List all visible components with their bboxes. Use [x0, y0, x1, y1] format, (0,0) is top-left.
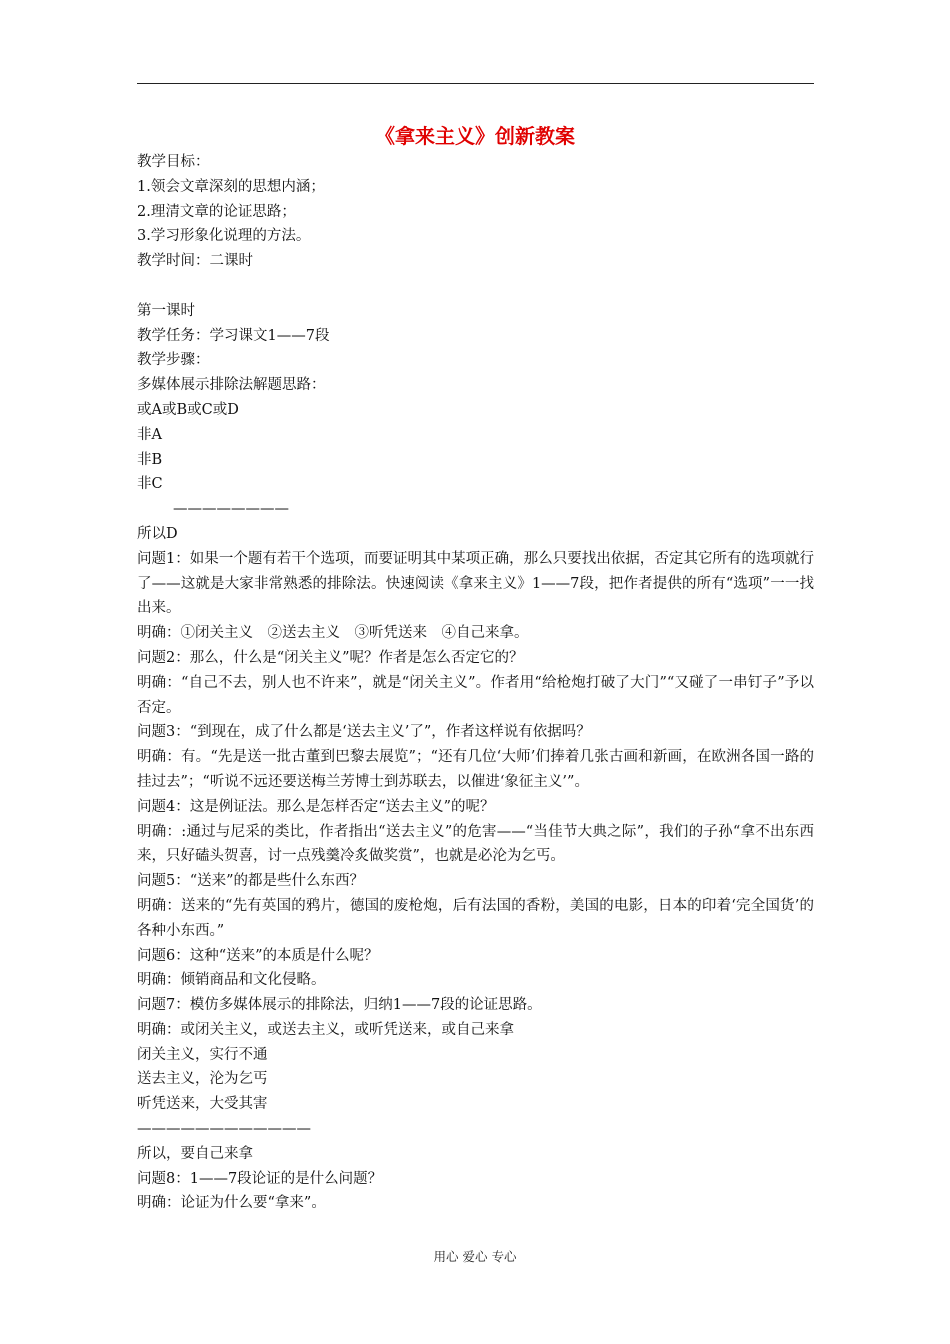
teaching-steps: 教学步骤：: [137, 352, 210, 369]
summary-conclusion: 所以，要自己来拿: [137, 1145, 253, 1162]
document-body: [137, 150, 814, 1216]
question-7: 问题7：模仿多媒体展示的排除法，归纳1——7段的论证思路。: [137, 997, 542, 1014]
answer-8: 明确：论证为什么要“拿来”。: [137, 1195, 326, 1212]
answer-2: 明确：“自己不去，别人也不许来”，就是“闭关主义”。作者用“给枪炮打破了大门”“又碰了一串钉子”予以否定。: [137, 674, 814, 716]
answer-1: 明确：①闭关主义 ②送去主义 ③听凭送来 ④自己来拿。: [137, 625, 529, 642]
question-3: 问题3：“到现在，成了什么都是‘送去主义’了”，作者这样说有依据吗？: [137, 724, 591, 741]
answer-4: 明确：:通过与尼采的类比，作者指出“送去主义”的危害——“当佳节大典之际”，我们的子孙“拿不出东西来，只好磕头贺喜，讨一点残羹冷炙做奖赏”，也就是必沦为乞丐。: [137, 823, 814, 865]
question-8: 问题8：1——7段论证的是什么问题？: [137, 1170, 383, 1187]
question-5: 问题5：“送来”的都是些什么东西？: [137, 873, 365, 890]
teaching-time: 教学时间：二课时: [137, 253, 253, 270]
answer-6: 明确：倾销商品和文化侵略。: [137, 972, 326, 989]
objective-2: 2.理清文章的论证思路；: [137, 203, 296, 220]
method-intro: 多媒体展示排除法解题思路：: [137, 377, 326, 394]
page-title: 《拿来主义》创新教案: [375, 124, 575, 148]
logic-line: 非A: [137, 426, 162, 443]
question-6: 问题6：这种“送来”的本质是什么呢？: [137, 947, 379, 964]
logic-rule: ————————: [173, 501, 289, 518]
summary-line: 闭关主义，实行不通: [137, 1046, 268, 1063]
page-footer: 用心 爱心 专心: [433, 1249, 517, 1264]
objective-1: 1.领会文章深刻的思想内涵；: [137, 178, 325, 195]
answer-3: 明确：有。“先是送一批古董到巴黎去展览”；“还有几位‘大师’们捧着几张古画和新画，在欧洲各国一路的挂过去”；“听说不远还要送梅兰芳博士到苏联去，以催进‘象征主义’”。: [137, 749, 814, 790]
summary-line: 听凭送来，大受其害: [137, 1096, 268, 1113]
question-4: 问题4：这是例证法。那么是怎样否定“送去主义”的呢？: [137, 798, 495, 815]
logic-line: 或A或B或C或D: [137, 401, 239, 418]
answer-7: 明确：或闭关主义，或送去主义，或听凭送来，或自己来拿: [137, 1021, 514, 1038]
objective-3: 3.学习形象化说理的方法。: [137, 228, 311, 245]
logic-line: 非C: [137, 476, 163, 493]
answer-5: 明确：送来的“先有英国的鸦片，德国的废枪炮，后有法国的香粉，美国的电影，日本的印着‘完全国货’的各种小东西。”: [137, 897, 814, 939]
summary-rule: ————————————: [137, 1121, 311, 1138]
logic-line: 非B: [137, 451, 163, 468]
lesson-heading: 第一课时: [137, 302, 195, 319]
summary-line: 送去主义，沦为乞丐: [137, 1071, 268, 1088]
question-1: 问题1：如果一个题有若干个选项，而要证明其中某项正确，那么只要找出依据，否定其它所有的选项就行了——这就是大家非常熟悉的排除法。快速阅读《拿来主义》1——7段，把作者提供的所有“选项”一一找出来。: [137, 550, 814, 617]
logic-conclusion: 所以D: [137, 525, 178, 542]
objectives-heading: 教学目标：: [137, 154, 210, 170]
teaching-task: 教学任务：学习课文1——7段: [137, 327, 330, 344]
question-2: 问题2：那么，什么是“闭关主义”呢？作者是怎么否定它的？: [137, 649, 524, 666]
header-rule: [137, 83, 814, 84]
blank-line: [137, 274, 814, 299]
